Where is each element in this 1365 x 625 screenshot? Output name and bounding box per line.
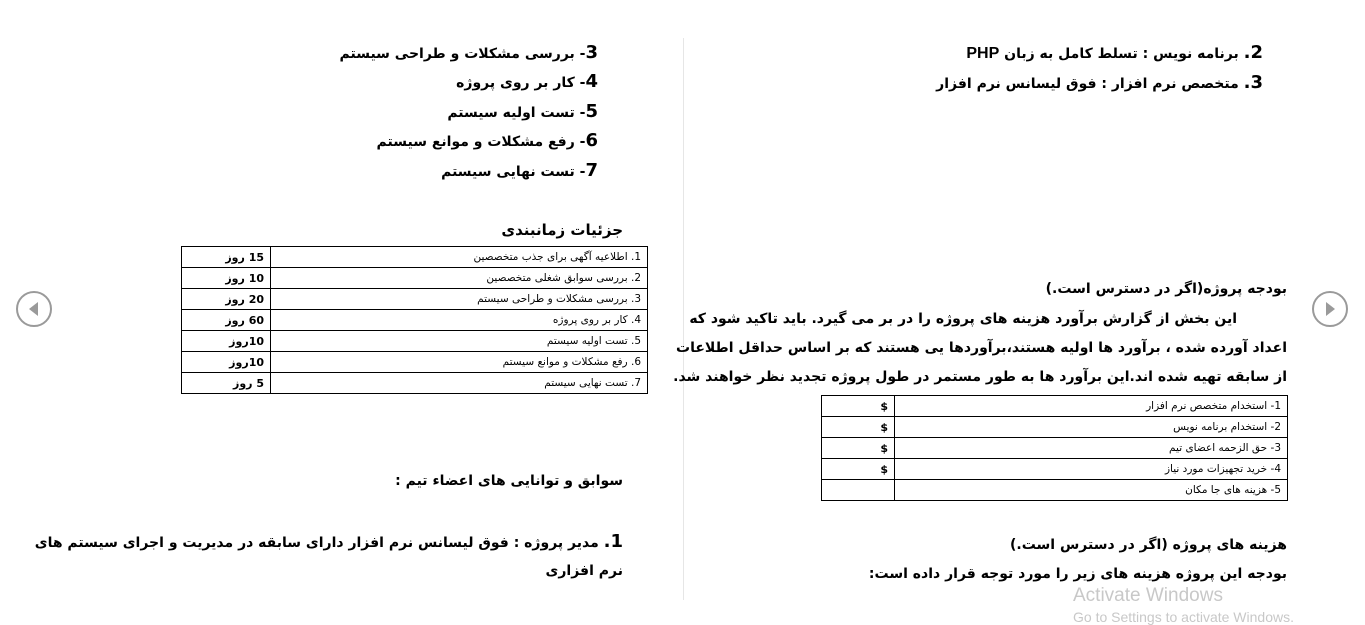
budget-item: 2- استخدام برنامه نویس <box>895 417 1288 438</box>
budget-item: 5- هزینه های جا مکان <box>895 480 1288 501</box>
schedule-task: 5. تست اولیه سیستم <box>271 331 648 352</box>
activation-watermark-subtitle: Go to Settings to activate Windows. <box>1073 609 1294 625</box>
schedule-task: 2. بررسی سوابق شغلی متخصصین <box>271 268 648 289</box>
table-row <box>822 480 1288 501</box>
table-row <box>182 331 648 352</box>
schedule-table <box>181 246 648 394</box>
schedule-task: 4. کار بر روی پروژه <box>271 310 648 331</box>
schedule-duration: 10روز <box>182 352 271 373</box>
step-item: 4- کار بر روی پروژه <box>456 71 598 92</box>
budget-table <box>821 395 1288 501</box>
budget-item: 4- خرید تجهیزات مورد نیاز <box>895 459 1288 480</box>
schedule-duration: 15 روز <box>182 247 271 268</box>
budget-amount: $ <box>822 438 895 459</box>
budget-amount: $ <box>822 459 895 480</box>
table-row <box>822 417 1288 438</box>
schedule-duration: 10 روز <box>182 268 271 289</box>
budget-paragraph-line: از سابقه تهیه شده اند.این برآورد ها به طور مستمر در طول پروژه تجدید نظر خواهند شد. <box>673 369 1287 385</box>
chevron-right-icon <box>1314 293 1346 325</box>
activation-watermark-title: Activate Windows <box>1073 585 1223 606</box>
budget-paragraph-line: این بخش از گزارش برآورد هزینه های پروژه را در بر می گیرد. باید تاکید شود که <box>689 311 1237 327</box>
step-item: 7- تست نهایی سیستم <box>441 160 598 181</box>
schedule-duration: 5 روز <box>182 373 271 394</box>
team-heading: سوابق و توانایی های اعضاء تیم : <box>395 473 623 489</box>
next-page-button[interactable] <box>1312 291 1348 327</box>
budget-item: 1- استخدام متخصص نرم افزار <box>895 396 1288 417</box>
table-row <box>182 247 648 268</box>
table-row <box>822 396 1288 417</box>
costs-heading: هزینه های پروژه (اگر در دسترس است.) <box>1010 537 1287 553</box>
table-row <box>182 373 648 394</box>
budget-amount: $ <box>822 396 895 417</box>
schedule-task: 1. اطلاعیه آگهی برای جذب متخصصین <box>271 247 648 268</box>
table-row <box>822 438 1288 459</box>
budget-amount <box>822 480 895 501</box>
schedule-duration: 60 روز <box>182 310 271 331</box>
table-row <box>182 310 648 331</box>
member-item: 2. برنامه نویس : تسلط کامل به زبان PHP <box>966 42 1263 63</box>
table-row <box>182 268 648 289</box>
member-item: 3. متخصص نرم افزار : فوق لیسانس نرم افزار <box>936 72 1263 93</box>
costs-line: بودجه این پروژه هزینه های زیر را مورد توجه قرار داده است: <box>868 566 1287 582</box>
step-item: 5- تست اولیه سیستم <box>447 101 598 122</box>
budget-paragraph-line: اعداد آورده شده ، برآورد ها اولیه هستند،برآوردها یی هستند که بر اساس حداقل اطلاعات <box>676 340 1287 356</box>
budget-amount: $ <box>822 417 895 438</box>
schedule-task: 3. بررسی مشکلات و طراحی سیستم <box>271 289 648 310</box>
chevron-left-icon <box>18 293 50 325</box>
schedule-title: جزئیات زمانبندی <box>501 221 623 239</box>
schedule-task: 7. تست نهایی سیستم <box>271 373 648 394</box>
schedule-task: 6. رفع مشکلات و موانع سیستم <box>271 352 648 373</box>
step-item: 6- رفع مشکلات و موانع سیستم <box>376 130 598 151</box>
budget-heading: بودجه پروژه(اگر در دسترس است.) <box>1045 281 1287 297</box>
table-row <box>182 289 648 310</box>
table-row <box>822 459 1288 480</box>
table-row <box>182 352 648 373</box>
step-item: 3- بررسی مشکلات و طراحی سیستم <box>339 42 598 63</box>
member-item: 1. مدیر پروژه : فوق لیسانس نرم افزار دارای سابقه در مدیریت و اجرای سیستم های <box>34 531 623 552</box>
member-item-continued: نرم افزاری <box>545 563 623 579</box>
budget-item: 3- حق الزحمه اعضای تیم <box>895 438 1288 459</box>
schedule-duration: 10روز <box>182 331 271 352</box>
page-divider <box>683 38 684 600</box>
prev-page-button[interactable] <box>16 291 52 327</box>
schedule-duration: 20 روز <box>182 289 271 310</box>
